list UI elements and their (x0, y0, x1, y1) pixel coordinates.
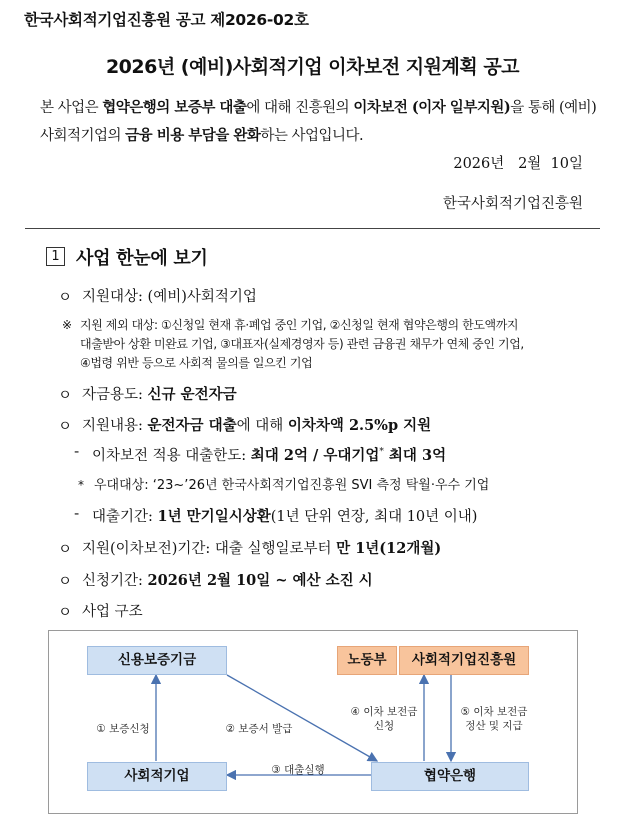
notice-number: 한국사회적기업진흥원 공고 제2026-02호 (24, 11, 309, 29)
bullet-icon: ㅇ (58, 574, 73, 590)
item-label: 신청기간: (82, 573, 148, 589)
ministry-box: 노동부 (337, 646, 397, 675)
intro-bold: 협약은행의 보증부 대출 (102, 99, 247, 116)
bullet-icon: ㅇ (58, 290, 73, 306)
item-label: 자금용도: (82, 387, 148, 403)
limit-item (92, 444, 446, 465)
section-title: 사업 한눈에 보기 (76, 248, 208, 269)
item-label: 지원(이차보전)기간: 대출 실행일로부터 (82, 541, 337, 557)
business-structure-diagram (48, 630, 578, 814)
intro-text: 본 사업은 (40, 100, 103, 116)
apply-item (82, 569, 373, 590)
item-label: 지원대상: (82, 289, 148, 305)
step4-line: 신청 (373, 720, 395, 732)
exclusion-line: 지원 제외 대상: ①신청일 현재 휴·폐업 중인 기업, ②신청일 현재 협약은행의 한도액까지 (80, 318, 519, 332)
step4-label (345, 705, 423, 733)
step4-line: ④ 이차 보전금 (350, 706, 418, 718)
step5-label (453, 705, 535, 733)
notice-date: 2026년 2월 10일 (453, 156, 583, 172)
purpose-item (82, 383, 237, 404)
footnote-mark: * (78, 478, 84, 492)
bullet-icon: ㅇ (58, 542, 73, 558)
note-mark: ※ (62, 318, 73, 332)
bullet-icon: ㅇ (58, 419, 73, 435)
item-value: 이차차액 2.5%p 지원 (287, 417, 432, 434)
period-item (82, 537, 441, 558)
intro-paragraph (40, 94, 600, 150)
step5-line: ⑤ 이차 보전금 (460, 706, 528, 718)
bullet-icon: ㅇ (58, 388, 73, 404)
intro-bold: 이차보전 (이자 일부지원) (353, 99, 511, 116)
exclusion-line: ④법령 위반 등으로 사회적 물의를 일으킨 기업 (80, 356, 313, 370)
item-value: 운전자금 대출 (147, 417, 237, 434)
item-value: 2026년 2월 10일 ~ 예산 소진 시 (147, 572, 373, 589)
step3-label: ③ 대출실행 (271, 764, 325, 776)
intro-text: 을 통해 (예비)사회적기업의 (40, 100, 597, 144)
issuer-name: 한국사회적기업진흥원 (442, 196, 583, 212)
social-enterprise-box: 사회적기업 (87, 762, 227, 791)
bank-box: 협약은행 (371, 762, 529, 791)
term-item (92, 505, 477, 526)
intro-text: 에 대해 진흥원의 (246, 100, 354, 116)
page-title: 2026년 (예비)사회적기업 이차보전 지원계획 공고 (105, 56, 520, 78)
dash-mark: - (74, 506, 80, 522)
step2-label: ② 보증서 발급 (225, 723, 293, 735)
divider (25, 228, 600, 229)
dash-mark: - (74, 444, 80, 460)
item-value: 최대 2억 / 우대기업 (250, 447, 380, 464)
guarantee-org-box: 신용보증기금 (87, 646, 227, 675)
item-value: 최대 3억 (383, 447, 447, 464)
item-text: 에 대해 (236, 418, 288, 434)
structure-label: 사업 구조 (82, 604, 143, 620)
item-value: 만 1년(12개월) (336, 540, 442, 557)
intro-bold: 금융 비용 부담을 완화 (125, 127, 261, 144)
footnote-mark: * (379, 447, 384, 458)
preferred-note: 우대대상: ‘23~’26년 한국사회적기업진흥원 SVI 측정 탁월·우수 기업 (94, 478, 490, 493)
item-value: (예비)사회적기업 (147, 289, 257, 305)
item-value: 신규 운전자금 (147, 386, 237, 403)
item-label: 지원내용: (82, 418, 148, 434)
step5-line: 정산 및 지급 (465, 720, 523, 732)
agency-box: 사회적기업진흥원 (399, 646, 529, 675)
target-item (82, 285, 257, 306)
item-label: 이차보전 적용 대출한도: (92, 448, 251, 464)
section-number: 1 (46, 247, 65, 266)
step1-label: ① 보증신청 (96, 723, 150, 735)
item-value: 1년 만기일시상환 (157, 508, 271, 525)
exclusion-line: 대출받아 상환 미완료 기업, ③대표자(실제경영자 등) 관련 금융권 채무가 연체 중인 기업, (80, 337, 524, 351)
content-item (82, 414, 431, 435)
intro-text: 하는 사업입니다. (260, 128, 364, 144)
bullet-icon: ㅇ (58, 605, 73, 621)
item-text: (1년 단위 연장, 최대 10년 이내) (270, 509, 478, 525)
item-label: 대출기간: (92, 509, 158, 525)
